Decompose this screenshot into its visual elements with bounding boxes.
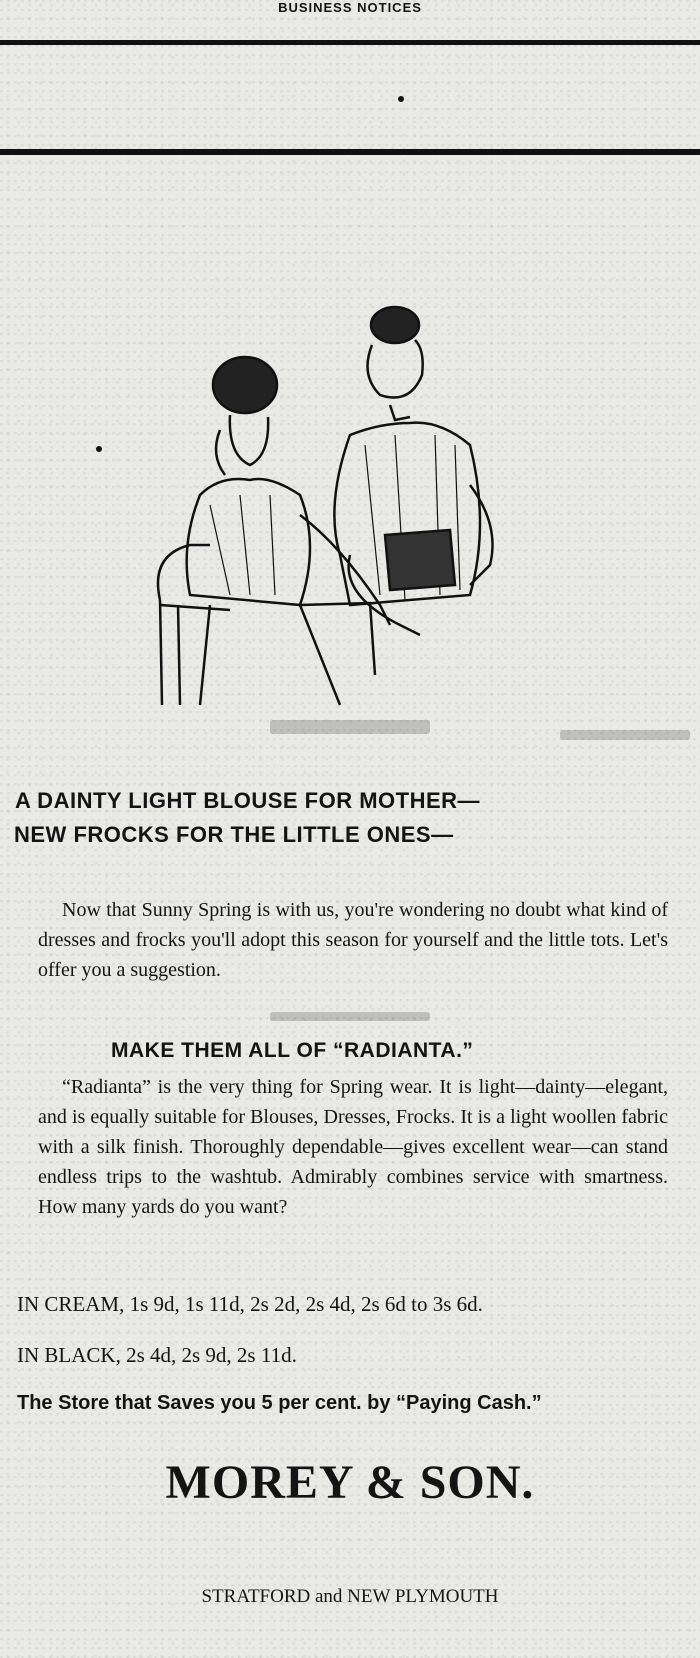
headline-frocks: NEW FROCKS FOR THE LITTLE ONES— <box>14 822 454 847</box>
cream-prices: IN CREAM, 1s 9d, 1s 11d, 2s 2d, 2s 4d, 2s 6d to 3s 6d. <box>17 1292 483 1316</box>
headline-blouse: A DAINTY LIGHT BLOUSE FOR MOTHER— <box>15 788 481 813</box>
ink-speck <box>96 446 102 452</box>
second-rule <box>0 149 700 155</box>
intro-paragraph: Now that Sunny Spring is with us, you're wondering no doubt what kind of dresses and frocks you'll adopt this season for yourself and the little tots. Let's offer you a suggestion. <box>38 899 668 981</box>
ink-speck <box>398 96 404 102</box>
print-smudge <box>560 730 690 740</box>
top-rule <box>0 40 700 45</box>
two-women-illustration <box>150 305 510 745</box>
store-tagline: The Store that Saves you 5 per cent. by “Paying Cash.” <box>17 1392 542 1414</box>
radianta-description: “Radianta” is the very thing for Spring wear. It is light—dainty—elegant, and is equally suitable for Blouses, Dresses, Frocks. It is a light woollen fabric with a silk finish. Thoroughly dependable—gives excellent wear—can stand endless trips to the washtub. Admirably combines service with smartness. How many yards do you want? <box>38 1076 668 1218</box>
section-header: BUSINESS NOTICES <box>278 0 422 15</box>
print-smudge <box>270 1012 430 1021</box>
print-smudge <box>270 720 430 734</box>
black-prices: IN BLACK, 2s 4d, 2s 9d, 2s 11d. <box>17 1343 297 1367</box>
store-name: MOREY & SON. <box>165 1456 535 1509</box>
radianta-subhead: MAKE THEM ALL OF “RADIANTA.” <box>111 1039 474 1062</box>
store-locations: STRATFORD and NEW PLYMOUTH <box>201 1586 499 1607</box>
